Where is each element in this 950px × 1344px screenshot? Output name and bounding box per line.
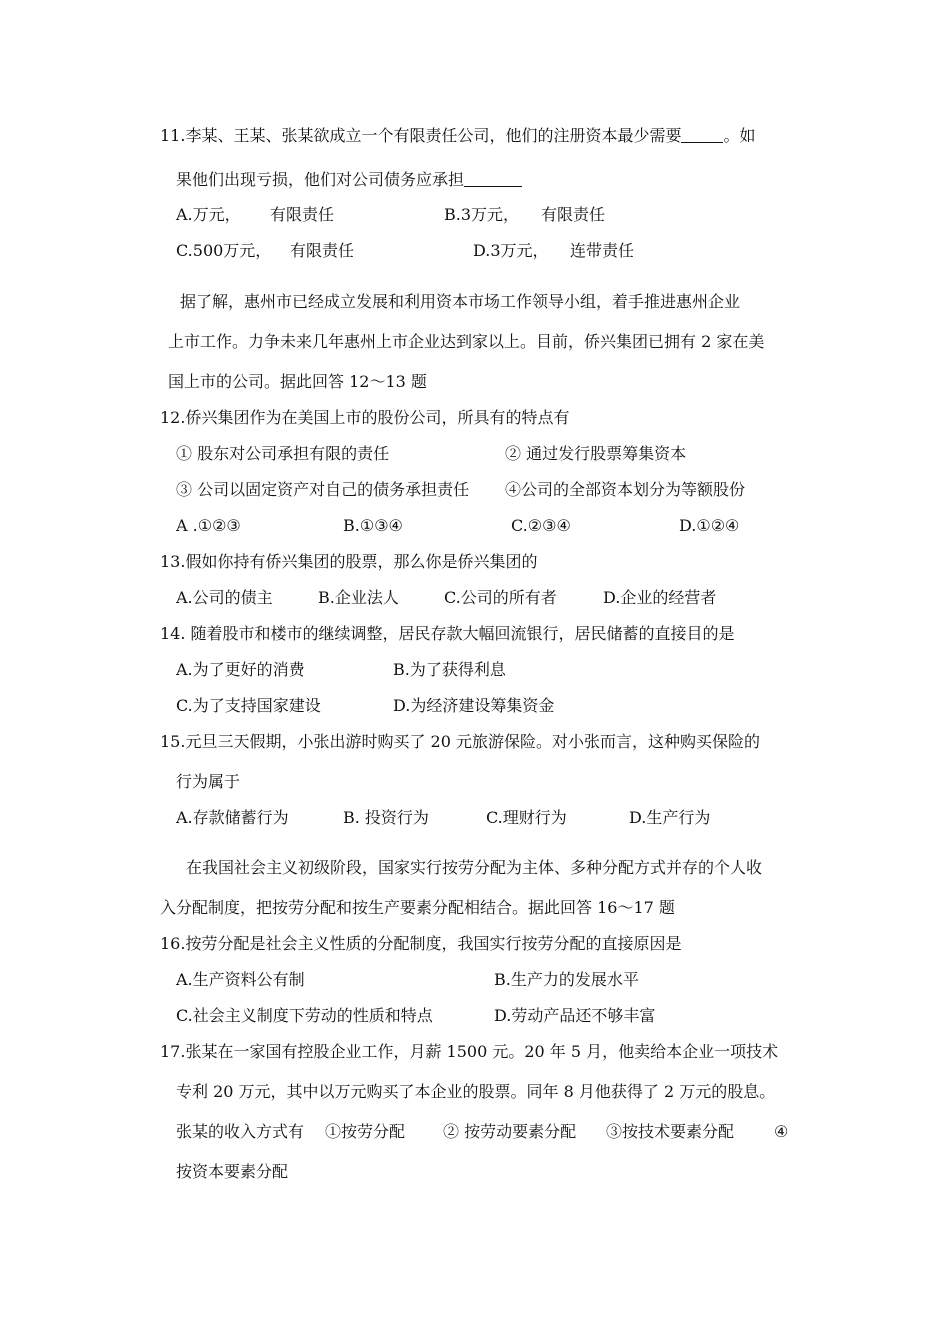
passage2-line2: 入分配制度，把按劳分配和按生产要素分配相结合。据此回答 16～17 题 bbox=[160, 898, 675, 917]
q15-stem-line1: 15.元旦三天假期，小张出游时购买了 20 元旅游保险。对小张而言，这种购买保险的 bbox=[160, 732, 760, 751]
q12-option-a: A .①②③ bbox=[176, 516, 241, 535]
q11-option-a-answer: 有限责任 bbox=[270, 205, 335, 224]
q11-answer-blank-1 bbox=[681, 126, 723, 143]
q13-stem: 13.假如你持有侨兴集团的股票，那么你是侨兴集团的 bbox=[160, 552, 538, 571]
q13-option-a: A.公司的债主 bbox=[176, 588, 273, 607]
q14-option-d: D.为经济建设筹集资金 bbox=[393, 696, 555, 715]
q15-option-d: D.生产行为 bbox=[629, 808, 711, 827]
q14-option-b: B.为了获得利息 bbox=[393, 660, 506, 679]
q11-option-c-answer: 有限责任 bbox=[290, 241, 355, 260]
q13-option-b: B.企业法人 bbox=[318, 588, 399, 607]
q16-option-a: A.生产资料公有制 bbox=[176, 970, 305, 989]
q12-item-1: ① 股东对公司承担有限的责任 bbox=[176, 444, 390, 463]
q13-option-d: D.企业的经营者 bbox=[603, 588, 717, 607]
q11-option-c: C.500万元， bbox=[176, 241, 272, 260]
q16-option-d: D.劳动产品还不够丰富 bbox=[494, 1006, 656, 1025]
q12-stem: 12.侨兴集团作为在美国上市的股份公司，所具有的特点有 bbox=[160, 408, 570, 427]
q11-option-b-answer: 有限责任 bbox=[541, 205, 606, 224]
q15-option-c: C.理财行为 bbox=[486, 808, 567, 827]
q17-stem-line2: 专利 20 万元，其中以万元购买了本企业的股票。同年 8 月他获得了 2 万元的股息。 bbox=[176, 1082, 776, 1101]
q16-option-c: C.社会主义制度下劳动的性质和特点 bbox=[176, 1006, 433, 1025]
q12-item-4: ④公司的全部资本划分为等额股份 bbox=[505, 480, 746, 499]
passage1-line3: 国上市的公司。据此回答 12～13 题 bbox=[168, 372, 427, 391]
q16-option-b: B.生产力的发展水平 bbox=[494, 970, 639, 989]
q17-stem-line3-label: 张某的收入方式有 bbox=[176, 1122, 305, 1141]
q11-option-d-answer: 连带责任 bbox=[570, 241, 635, 260]
q14-option-c: C.为了支持国家建设 bbox=[176, 696, 321, 715]
q12-item-3: ③ 公司以固定资产对自己的债务承担责任 bbox=[176, 480, 470, 499]
q11-option-b: B.3万元， bbox=[444, 205, 520, 224]
q17-item-4: 按资本要素分配 bbox=[176, 1162, 289, 1181]
q17-item-4-marker: ④ bbox=[774, 1122, 789, 1141]
q11-option-d: D.3万元， bbox=[473, 241, 549, 260]
q11-answer-blank-2 bbox=[464, 170, 522, 187]
passage2-line1: 在我国社会主义初级阶段，国家实行按劳分配为主体、多种分配方式并存的个人收 bbox=[186, 858, 763, 877]
q17-stem-line1: 17.张某在一家国有控股企业工作，月薪 1500 元。20 年 5 月，他卖给本企业一项技术 bbox=[160, 1042, 779, 1061]
q15-stem-line2: 行为属于 bbox=[176, 772, 241, 791]
q12-option-d: D.①②④ bbox=[679, 516, 740, 535]
q11-stem-text: 11.李某、王某、张某欲成立一个有限责任公司，他们的注册资本最少需要 bbox=[160, 126, 682, 145]
q17-item-1: ①按劳分配 bbox=[325, 1122, 406, 1141]
passage1-line2: 上市工作。力争未来几年惠州上市企业达到家以上。目前，侨兴集团已拥有 2 家在美 bbox=[168, 332, 765, 351]
q15-option-b: B. 投资行为 bbox=[343, 808, 429, 827]
q17-item-2: ② 按劳动要素分配 bbox=[443, 1122, 577, 1141]
q17-item-3: ③按技术要素分配 bbox=[606, 1122, 735, 1141]
passage1-line1: 据了解，惠州市已经成立发展和利用资本市场工作领导小组，着手推进惠州企业 bbox=[180, 292, 741, 311]
q13-option-c: C.公司的所有者 bbox=[444, 588, 557, 607]
q11-stem-line2 bbox=[176, 170, 522, 190]
q11-stem-text-2: 果他们出现亏损，他们对公司债务应承担 bbox=[176, 170, 465, 189]
q12-item-2: ② 通过发行股票筹集资本 bbox=[505, 444, 687, 463]
q11-option-a: A.万元， bbox=[176, 205, 241, 224]
q11-stem-line1 bbox=[160, 126, 755, 146]
q12-option-c: C.②③④ bbox=[511, 516, 571, 535]
q15-option-a: A.存款储蓄行为 bbox=[176, 808, 289, 827]
q11-stem-tail: 。如 bbox=[723, 126, 756, 145]
q12-option-b: B.①③④ bbox=[343, 516, 403, 535]
q16-stem: 16.按劳分配是社会主义性质的分配制度，我国实行按劳分配的直接原因是 bbox=[160, 934, 682, 953]
q14-stem: 14. 随着股市和楼市的继续调整，居民存款大幅回流银行，居民储蓄的直接目的是 bbox=[160, 624, 735, 643]
q14-option-a: A.为了更好的消费 bbox=[176, 660, 305, 679]
